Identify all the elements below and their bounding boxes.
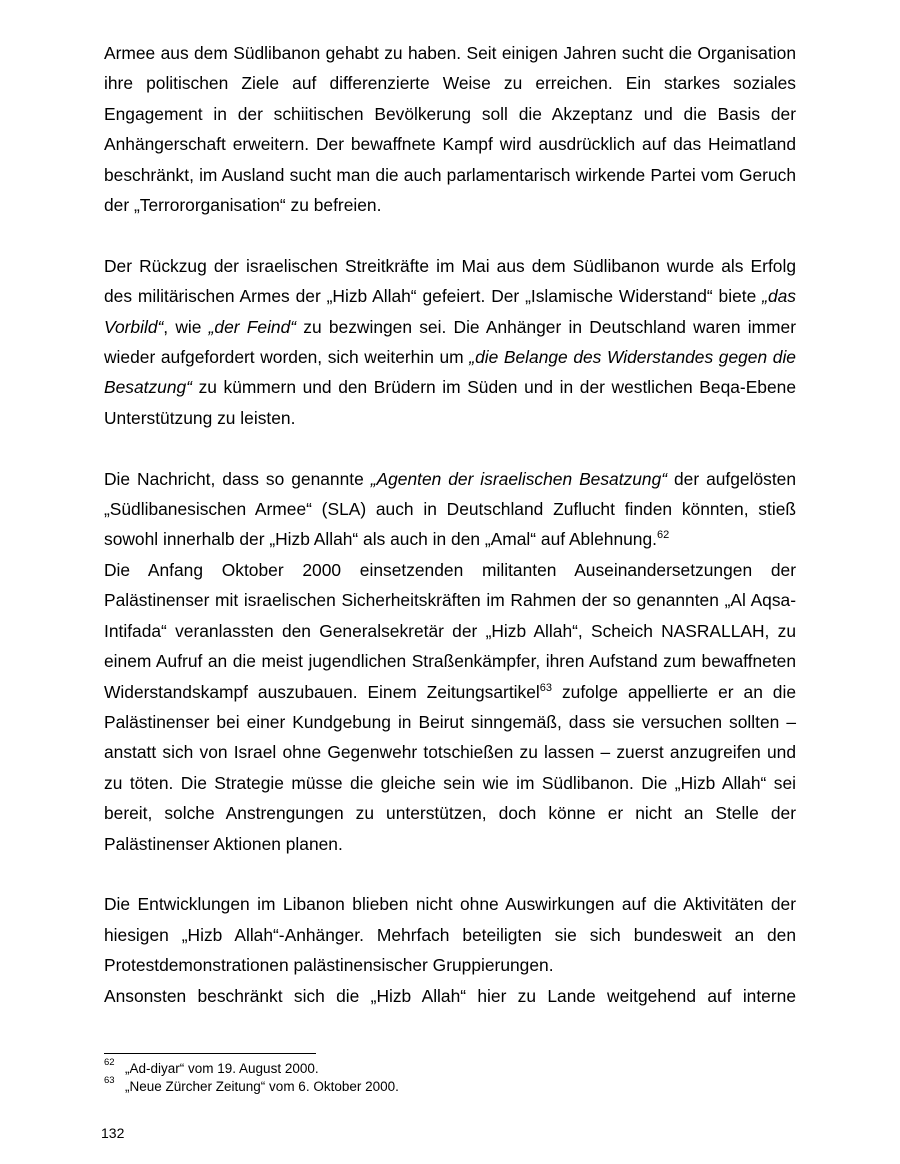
italic-quote: „das Vorbild“ [104, 286, 796, 337]
footnote-mark: 63 [104, 1074, 115, 1086]
text-run: Ansonsten beschränkt sich die „Hizb Allah“ hier zu Lande weitgehend auf interne [104, 985, 796, 1006]
page-number: 132 [101, 1125, 125, 1141]
text-run: Der Rückzug der israelischen Streitkräfte im Mai aus dem Südlibanon wurde als Erfolg des militärischen Armes der „Hizb Allah“ gefeiert. Der „Islamische Widerstand“ biete [104, 255, 796, 307]
footnote-reference: 62 [656, 529, 670, 542]
italic-quote: „Agenten der israelischen Besatzung“ [370, 468, 668, 489]
footnote-62 [104, 1057, 796, 1078]
text-run: Die Nachricht, dass so genannte [104, 468, 371, 489]
footnote-separator [104, 1053, 316, 1054]
text-run: , wie [163, 316, 209, 337]
footnote-text: „Ad-diyar“ vom 19. August 2000. [125, 1061, 319, 1076]
italic-quote: „der Feind“ [208, 316, 297, 337]
paragraph-4 [104, 555, 796, 859]
paragraph-2 [104, 251, 796, 433]
footnote-63 [104, 1074, 796, 1096]
paragraph-6 [104, 981, 796, 1011]
paragraph-5 [104, 889, 796, 980]
footnote-reference: 63 [539, 681, 553, 694]
footnotes [104, 1057, 796, 1095]
footnote-text: „Neue Zürcher Zeitung“ vom 6. Oktober 2000. [125, 1078, 399, 1094]
text-run: der aufgelösten „Südlibanesischen Armee“ (SLA) auch in Deutschland Zuflucht finden könnten, stieß sowohl innerhalb der „Hizb Allah“ als auch in den „Amal“ auf Ablehnung. [104, 468, 796, 550]
paragraph-3 [104, 464, 796, 555]
paragraph-1 [104, 38, 796, 220]
body-text [104, 38, 796, 1011]
text-run: Die Anfang Oktober 2000 einsetzenden militanten Auseinandersetzungen der Palästinenser mit israelischen Sicherheitskräften im Rahmen der so genannten „Al Aqsa-Intifada“ veranlassten den Generalsekretär der „Hizb Allah“, Scheich NASRALLAH, zu einem Aufruf an die meist jugendlichen Straßenkämpfer, ihren Aufstand zum bewaffneten Widerstandskampf auszubauen. Einem Zeitungsartikel [104, 559, 796, 702]
text-run: zufolge appellierte er an die Palästinenser bei einer Kundgebung in Beirut sinngemäß, dass sie versuchen sollten – anstatt sich von Israel ohne Gegenwehr totschießen zu lassen – zuerst anzugreifen und zu töten. Die Strategie müsse die gleiche sein wie im Südlibanon. Die „Hizb Allah“ sei bereit, solche Anstrengungen zu unterstützen, doch könne er nicht an Stelle der Palästinenser Aktionen planen. [104, 681, 797, 854]
italic-quote: „die Belange des Widerstandes gegen die Besatzung“ [104, 347, 796, 398]
text-run: Die Entwicklungen im Libanon blieben nicht ohne Auswirkungen auf die Aktivitäten der hiesigen „Hizb Allah“-Anhänger. Mehrfach beteiligten sie sich bundesweit an den Protestdemonstrationen palästinensischer Gruppierungen. [104, 894, 796, 976]
text-run: zu bezwingen sei. Die Anhänger in Deutschland waren immer wieder aufgefordert worden, sich weiterhin um [104, 316, 796, 368]
text-run: Armee aus dem Südlibanon gehabt zu haben. Seit einigen Jahren sucht die Organisation ihre politischen Ziele auf differenzierte Weise zu erreichen. Ein starkes soziales Engagement in der schiitischen Bevölkerung soll die Akzeptanz und die Basis der Anhängerschaft erweitern. Der bewaffnete Kampf wird ausdrücklich auf das Heimatland beschränkt, im Ausland sucht man die auch parlamentarisch wirkende Partei vom Geruch der „Terrororganisation“ zu befreien. [104, 43, 796, 216]
footnote-mark: 62 [104, 1057, 115, 1068]
text-run: zu kümmern und den Brüdern im Süden und in der westlichen Beqa-Ebene Unterstützung zu leisten. [104, 377, 796, 428]
